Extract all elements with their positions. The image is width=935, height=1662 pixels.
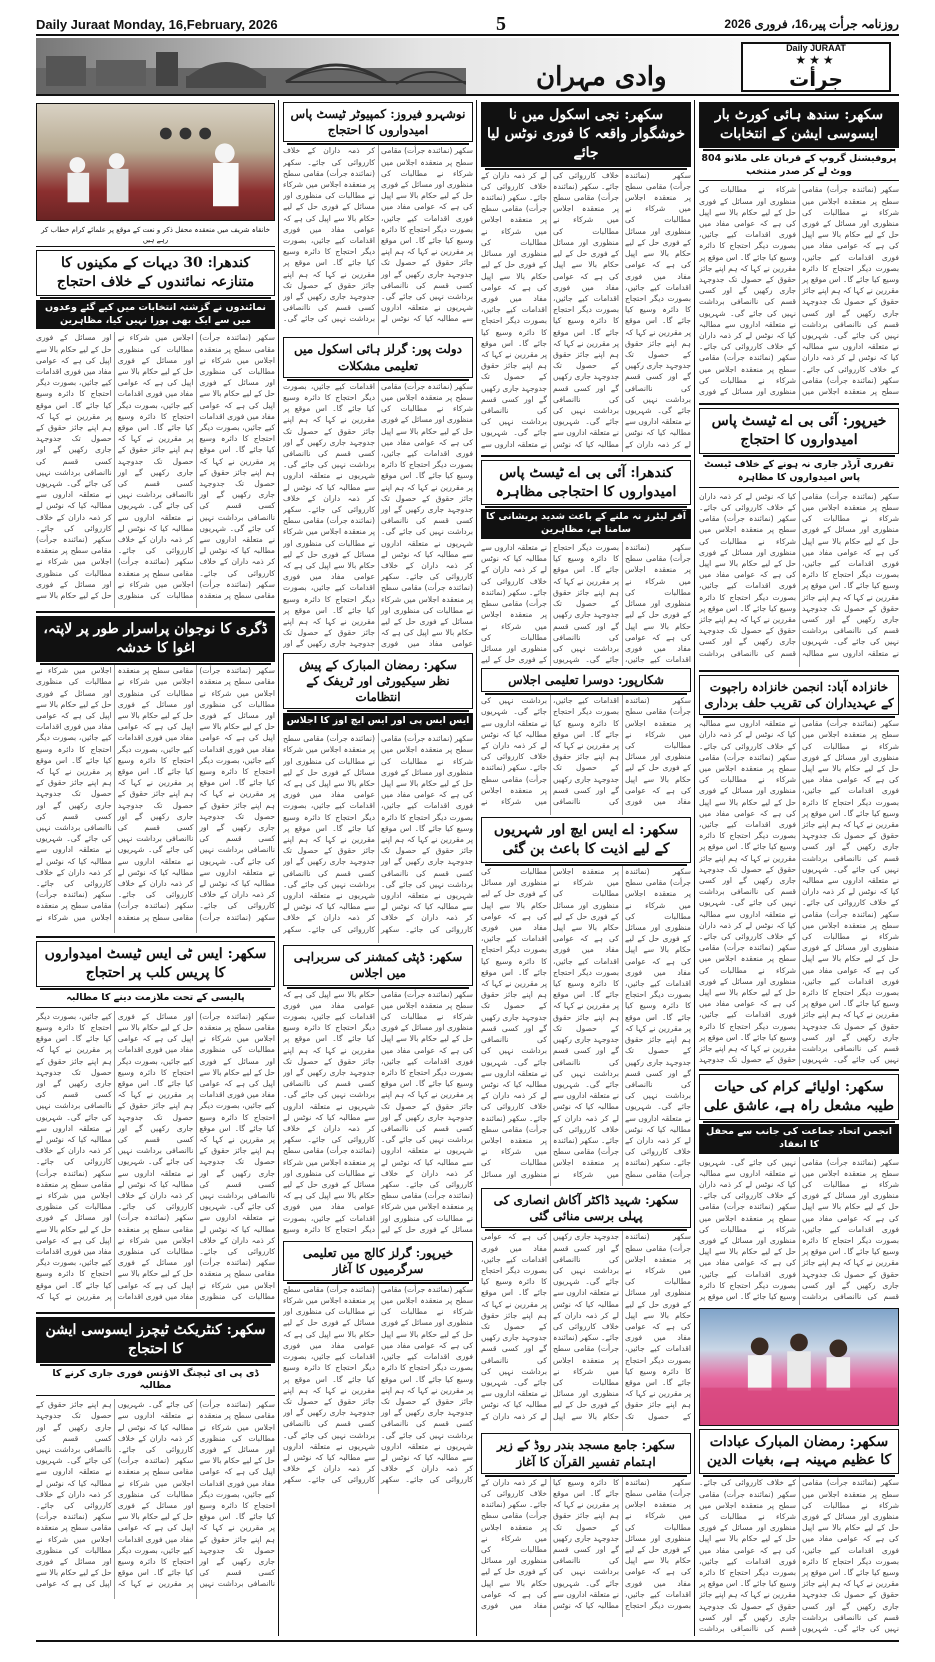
divider [481,455,691,457]
article-text: سکھر (نمائندہ جرأت) مقامی سطح پر منعقدہ اجلاس میں شرکاء نے مطالبات کی منظوری اور مسائل کے فوری حل کے لیے حکام بالا سے اپیل کی ہے کہ عوامی مفاد میں فوری اقدامات کیے جائیں، بصورت دیگر احتجاج کا دائرہ وسیع کیا جائے گا۔ اس موقع پر مقررین نے کہا کہ ہم اپنے جائز حقوق کے حصول تک جدوجہد جاری رکھیں گے اور کسی قسم کی ناانصافی برداشت نہیں کی جائے گی۔ شہریوں نے متعلقہ اداروں سے مطالبہ کیا کہ نوٹس لے کر ذمہ داران کے خلاف کارروائی کی جائے۔ سکھر (نمائندہ جرأت) مقامی سطح پر منعقدہ اجلاس میں شرکاء نے مطالبات کی منظوری اور مسائل کے فوری حل کے لیے حکام بالا سے اپیل کی ہے کہ عوامی مفاد میں فوری اقدامات کیے جائیں، بصورت دیگر احتجاج کا دائرہ وسیع کیا جائے گا۔ اس موقع پر مقررین نے کہا کہ ہم اپنے جائز حقوق کے حصول تک جدوجہد جاری رکھیں گے اور کسی قسم کی ناانصافی برداشت نہیں کی جائے گی۔ شہریوں نے متعلقہ اداروں سے مطالبہ کیا کہ نوٹس لے کر ذمہ داران کے خلاف کارروائی کی جائے۔ سکھر (نمائندہ جرأت) مقامی سطح پر منعقدہ اجلاس میں شرکاء نے مطالبات کی منظوری اور مسائل کے فوری حل کے لیے حکام بالا سے اپیل کی ہے کہ عوامی مفاد میں فوری اقدامات کیے جائیں، بصورت دیگر احتجاج کا دائرہ وسیع [283,989,473,1234]
subhead-saints: انجمن اتحاد جماعت کی جانب سے محفل کا انعقاد [699,1124,899,1154]
section-title: وادی مہران [536,62,667,92]
headline-girls-college: خیرپور: گرلز کالج میں تعلیمی سرگرمیوں کا آغاز [283,1241,473,1281]
subhead-bar-elections: پروفیشنل گروپ کے قربان علی ملانو 804 ووٹ لے کر صدر منتخب [699,152,899,182]
headline-security: سکھر: رمضان المبارک کے پیش نظر سیکیورٹی اور ٹریفک کے انتظامات [283,653,473,710]
logo-brand: Daily JURAAT [786,43,846,53]
divider [699,670,899,672]
article-text: سکھر (نمائندہ جرأت) مقامی سطح پر منعقدہ اجلاس میں شرکاء نے مطالبات کی منظوری اور مسائل کے فوری حل کے لیے حکام بالا سے اپیل کی ہے کہ عوامی مفاد میں فوری اقدامات کیے جائیں، بصورت دیگر احتجاج کا دائرہ وسیع کیا جائے گا۔ اس موقع پر مقررین نے کہا کہ ہم اپنے جائز حقوق کے حصول تک جدوجہد جاری رکھیں گے اور کسی قسم کی ناانصافی برداشت نہیں کی جائے گی۔ شہریوں نے متعلقہ اداروں سے مطالبہ کیا کہ نوٹس لے کر ذمہ داران کے خلاف کارروائی کی جائے۔ سکھر (نمائندہ جرأت) مقامی سطح پر منعقدہ اجلاس میں شرکاء نے مطالبات کی منظوری اور مسائل کے فوری حل کے لیے حکام بالا سے اپیل کی ہے کہ عوامی مفاد میں فوری اقدامات کیے جائیں، بصورت دیگر احتجاج کا دائرہ وسیع کیا جائے گا۔ اس موقع پر مقررین نے کہا کہ ہم اپنے جائز حقوق کے حصول تک جدوجہد جاری رکھیں گے اور کسی قسم کی ناانصافی برداشت نہیں کی جائے گی۔ شہریوں نے متعلقہ اداروں سے مطالبہ کیا کہ نوٹس لے کر ذمہ داران کے خلاف کارروائی کی جائے۔ سکھر (نمائندہ جرأت) مقامی سطح پر منعقدہ اجلاس میں شرکاء نے مطالبات کی منظوری اور مسائل کے فوری حل کے لیے حکام بالا سے اپیل کی ہے کہ عوامی [36,1400,275,1589]
column-4 [36,100,275,1636]
divider [36,936,275,938]
column-rule [476,100,477,1636]
subhead-ibA-protest: تقرری آرڈر جاری نہ ہونے کے خلاف ٹیسٹ پاس امیدواروں کا مظاہرہ [699,458,899,488]
headline-computer-test: نوشہرو فیروز: کمپیوٹر ٹیسٹ پاس امیدواروں کا احتجاج [283,102,473,142]
article-text: سکھر (نمائندہ جرأت) مقامی سطح پر منعقدہ اجلاس میں شرکاء نے مطالبات کی منظوری اور مسائل کے فوری حل کے لیے حکام بالا سے اپیل کی ہے کہ عوامی مفاد میں فوری اقدامات کیے جائیں، بصورت دیگر احتجاج کا دائرہ وسیع کیا جائے گا۔ اس موقع پر مقررین نے کہا کہ ہم اپنے جائز حقوق کے حصول تک جدوجہد جاری رکھیں گے اور کسی قسم کی ناانصافی برداشت نہیں کی جائے گی۔ شہریوں نے متعلقہ اداروں سے مطالبہ کیا کہ نوٹس لے کر ذمہ داران کے خلاف کارروائی کی جائے۔ سکھر (نمائندہ جرأت) مقامی سطح پر منعقدہ اجلاس میں شرکاء نے مطالبات کی منظوری اور مسائل کے فوری حل کے لیے [481,543,691,665]
juraat-logo [741,42,891,92]
subhead-kandhra-protest: آفر لیٹرز نہ ملنے کے باعث شدید پریشانی کا سامنا ہے، مظاہرین [481,509,691,539]
article-text: سکھر (نمائندہ جرأت) مقامی سطح پر منعقدہ اجلاس میں شرکاء نے مطالبات کی منظوری اور مسائل کے فوری حل کے لیے حکام بالا سے اپیل کی ہے کہ عوامی مفاد میں فوری اقدامات کیے جائیں، بصورت دیگر احتجاج کا دائرہ وسیع کیا جائے گا۔ اس موقع پر مقررین نے کہا کہ ہم اپنے جائز حقوق کے حصول تک جدوجہد جاری رکھیں گے اور کسی قسم کی ناانصافی برداشت نہیں کی جائے گی۔ شہریوں نے متعلقہ اداروں سے مطالبہ کیا کہ نوٹس لے کر ذمہ داران کے خلاف کارروائی کی جائے۔ سکھر (نمائندہ جرأت) مقامی سطح پر منعقدہ اجلاس میں شرکاء نے مطالبات کی منظوری اور مسائل کے فوری حل کے لیے حکام بالا سے اپیل کی ہے کہ عوامی مفاد میں فوری اقدامات کیے جائیں، بصورت دیگر احتجاج کا دائرہ وسیع کیا جائے گا۔ اس موقع پر مقررین نے کہا کہ ہم اپنے جائز حقوق کے حصول تک جدوجہد جاری رکھیں گے اور کسی قسم کی ناانصافی برداشت نہیں کی جائے گی۔ شہریوں نے متعلقہ اداروں سے مطالبہ کیا کہ نوٹس لے کر ذمہ داران کے خلاف کارروائی کی جائے۔ سکھر (نمائندہ جرأت) مقامی سطح پر منعقدہ اجلاس میں شرکاء نے مطالبات کی منظوری اور مسائل کے فوری حل کے لیے حکام بالا سے اپیل کی ہے کہ عوامی مفاد میں فوری اقدامات کیے جائیں، بصورت دیگر احتجاج کا دائرہ وسیع کیا جائے گا۔ اس موقع پر مقررین نے کہا کہ ہم اپنے جائز حقوق کے حصول تک جدوجہد جاری رکھیں گے اور کسی قسم کی ناانصافی برداشت نہیں کی جائے گی۔ شہریوں نے متعلقہ اداروں سے مطالبہ کیا کہ نوٹس لے کر ذمہ داران کے خلاف کارروائی کی جائے۔ سکھر (نمائندہ جرأت) مقامی سطح پر منعقدہ اجلاس میں شرکاء نے مطالبات کی منظوری اور مسائل [481,867,691,1179]
divider [699,403,899,405]
header-date-urdu: روزنامہ جرأت پیر،16، فروری 2026 [724,17,899,31]
page-number: 5 [495,12,506,35]
headline-kandhra-protest: کندھرا: آئی بی اے ٹیسٹ پاس امیدواروں کا احتجاجی مظاہرہ [481,460,691,506]
headline-meeting: شکارپور: دوسرا تعلیمی اجلاس [481,668,691,692]
article-text: سکھر (نمائندہ جرأت) مقامی سطح پر منعقدہ اجلاس میں شرکاء نے مطالبات کی منظوری اور مسائل کے فوری حل کے لیے حکام بالا سے اپیل کی ہے کہ عوامی مفاد میں فوری اقدامات کیے جائیں، بصورت دیگر احتجاج کا دائرہ وسیع کیا جائے گا۔ اس موقع پر مقررین نے کہا کہ ہم اپنے جائز حقوق کے حصول تک جدوجہد جاری رکھیں گے اور کسی قسم کی ناانصافی برداشت نہیں کی جائے گی۔ شہریوں نے متعلقہ اداروں سے مطالبہ کیا کہ نوٹس لے کر ذمہ داران کے خلاف کارروائی کی جائے۔ سکھر (نمائندہ جرأت) مقامی سطح پر منعقدہ اجلاس میں شرکاء نے [481,696,691,807]
headline-dc-meeting: سکھر: ڈپٹی کمشنر کی سربراہی میں اجلاس [283,945,473,985]
header-bar [36,14,899,36]
bottom-rule [36,1640,899,1642]
article-text: سکھر (نمائندہ جرأت) مقامی سطح پر منعقدہ اجلاس میں شرکاء نے مطالبات کی منظوری اور مسائل کے فوری حل کے لیے حکام بالا سے اپیل کی ہے کہ عوامی مفاد میں فوری اقدامات کیے جائیں، بصورت دیگر احتجاج کا دائرہ وسیع کیا جائے گا۔ اس موقع پر مقررین نے کہا کہ ہم اپنے جائز حقوق کے حصول تک جدوجہد جاری رکھیں گے اور کسی قسم کی ناانصافی برداشت نہیں کی جائے گی۔ شہریوں نے متعلقہ اداروں سے مطالبہ کیا کہ نوٹس لے کر ذمہ داران کے خلاف کارروائی کی جائے۔ سکھر (نمائندہ جرأت) مقامی سطح پر منعقدہ اجلاس میں شرکاء نے مطالبات کی منظوری اور مسائل کے فوری حل کے لیے حکام بالا سے اپیل کی ہے کہ عوامی مفاد میں فوری اقدامات کیے جائیں، بصورت دیگر احتجاج کا دائرہ وسیع کیا جائے گا۔ اس موقع پر مقررین نے کہا کہ ہم اپنے جائز حقوق کے حصول تک جدوجہد جاری رکھیں گے اور کسی قسم کی ناانصافی برداشت نہیں کی جائے گی۔ شہریوں نے متعلقہ اداروں سے مطالبہ کیا کہ نوٹس لے کر ذمہ داران کے خلاف کارروائی کی جائے۔ سکھر (نمائندہ جرأت) مقامی سطح پر منعقدہ اجلاس میں شرکاء نے مطالبات کی منظوری اور مسائل کے فوری حل کے لیے حکام بالا سے اپیل کی ہے کہ عوامی مفاد میں فوری اقدامات کیے جائیں، بصورت دیگر احتجاج کا دائرہ وسیع کیا جائے گا۔ اس موقع پر مقررین نے کہا کہ ہم اپنے جائز حقوق کے حصول تک جدوجہد جاری رکھیں گے اور [283,381,473,649]
article-text: سکھر (نمائندہ جرأت) مقامی سطح پر منعقدہ اجلاس میں شرکاء نے مطالبات کی منظوری اور مسائل کے فوری حل کے لیے حکام بالا سے اپیل کی ہے کہ عوامی مفاد میں فوری اقدامات کیے جائیں، بصورت دیگر احتجاج کا دائرہ وسیع کیا جائے گا۔ اس موقع پر مقررین نے کہا کہ ہم اپنے جائز حقوق کے حصول تک جدوجہد جاری رکھیں گے اور کسی قسم کی ناانصافی برداشت نہیں کی جائے گی۔ شہریوں نے متعلقہ اداروں سے مطالبہ کیا کہ نوٹس لے کر ذمہ داران کے خلاف کارروائی کی جائے۔ سکھر (نمائندہ جرأت) مقامی سطح پر منعقدہ اجلاس میں شرکاء نے مطالبات کی منظوری اور مسائل کے فوری حل کے لیے حکام بالا سے اپیل کی ہے کہ عوامی مفاد میں فوری [481,1477,691,1611]
divider [36,1312,275,1314]
headline-ash: سکھر: اے ایس ایچ اور شہریوں کے لیے اذیت کا باعث بن گئی [481,817,691,863]
page-body [36,100,899,1636]
subhead-sts-protest: پالیسی کے تحت ملازمت دینے کا مطالبہ [36,991,275,1008]
column-3 [283,100,473,1636]
column-1 [699,100,899,1636]
gathering-icon [37,104,274,220]
divider [699,1069,899,1071]
photo-gathering [36,103,275,221]
photo-caption: خانقاہ شریف میں منعقدہ محفل ذکر و نعت کے موقع پر علمائے کرام خطاب کر رہے ہیں [36,224,275,247]
photo-shrine [699,1308,899,1426]
headline-contract-teachers: سکھر: کنٹریکٹ ٹیچرز ایسوسی ایشن کا احتجاج [36,1317,275,1363]
headline-anniversary: سکھر: شہید ڈاکٹر آکاش انصاری کی پہلی برسی منائی گئی [481,1188,691,1228]
headline-ibA-protest: خیرپور: آئی بی اے ٹیسٹ پاس امیدواروں کا احتجاج [699,408,899,454]
article-text: سکھر (نمائندہ جرأت) مقامی سطح پر منعقدہ اجلاس میں شرکاء نے مطالبات کی منظوری اور مسائل کے فوری حل کے لیے حکام بالا سے اپیل کی ہے کہ عوامی مفاد میں فوری اقدامات کیے جائیں، بصورت دیگر احتجاج کا دائرہ وسیع کیا جائے گا۔ اس موقع پر مقررین نے کہا کہ ہم اپنے جائز حقوق کے حصول تک جدوجہد جاری رکھیں گے اور کسی قسم کی ناانصافی برداشت نہیں کی جائے گی۔ شہریوں کے خلاف کارروائی کی جائے۔ سکھر (نمائندہ جرأت) مقامی سطح پر منعقدہ اجلاس میں شرکاء نے مطالبات کی منظوری اور مسائل کے فوری حل کے لیے حکام بالا سے اپیل کی ہے کہ عوامی مفاد میں فوری اقدامات کیے جائیں، بصورت دیگر احتجاج کا دائرہ وسیع کیا جائے گا۔ اس موقع پر مقررین نے کہا کہ ہم اپنے جائز حقوق کے حصول تک جدوجہد جاری رکھیں گے اور کسی قسم کی ناانصافی برداشت [699,1478,899,1634]
article-text: سکھر (نمائندہ جرأت) مقامی سطح پر منعقدہ اجلاس میں شرکاء نے مطالبات کی منظوری اور مسائل کے فوری حل کے لیے حکام بالا سے اپیل کی ہے کہ عوامی مفاد میں فوری اقدامات کیے جائیں، بصورت دیگر احتجاج کا دائرہ وسیع کیا جائے گا۔ اس موقع پر مقررین نے کہا کہ ہم اپنے جائز حقوق کے حصول تک جدوجہد جاری رکھیں گے اور کسی قسم کی ناانصافی برداشت نہیں کی جائے گی۔ شہریوں نے متعلقہ اداروں سے مطالبہ کیا کہ نوٹس لے کر ذمہ داران کے خلاف کارروائی کی جائے۔ سکھر (نمائندہ جرأت) مقامی سطح پر منعقدہ اجلاس میں شرکاء نے مطالبات کی منظوری اور مسائل کے فوری حل کے لیے حکام بالا سے اپیل کی ہے کہ عوامی مفاد میں فوری اقدامات کیے جائیں، بصورت دیگر احتجاج کا دائرہ وسیع کیا جائے گا۔ اس موقع پر مقررین نے کہا کہ ہم اپنے جائز حقوق کے حصول تک جدوجہد جاری رکھیں گے اور کسی قسم کی ناانصافی برداشت نہیں کی جائے گی۔ شہریوں نے متعلقہ اداروں سے مطالبہ کیا کہ نوٹس لے کر ذمہ داران کے خلاف کارروائی کی جائے۔ سکھر (نمائندہ جرأت) مقامی سطح پر منعقدہ اجلاس میں شرکاء نے مطالبات کی منظوری اور مسائل کے فوری حل کے لیے حکام بالا سے اپیل کی ہے کہ عوامی مفاد میں فوری اقدامات کیے جائیں، بصورت دیگر احتجاج کا دائرہ وسیع کیا جائے گا۔ اس موقع پر مقررین نے کہا کہ ہم اپنے جائز حقوق کے حصول تک جدوجہد جاری رکھیں گے اور کسی قسم کی ناانصافی برداشت نہیں کی جائے گی۔ شہریوں نے متعلقہ اداروں سے مطالبہ کیا کہ نوٹس لے کر ذمہ داران کے خلاف کارروائی کی جائے۔ سکھر (نمائندہ جرأت) مقامی سطح پر منعقدہ اجلاس میں شرکاء نے [36,666,275,922]
skyline-illustration-icon [36,38,466,96]
column-2 [481,100,691,1636]
people-at-shrine-icon [700,1309,898,1425]
headline-oath-ceremony: خانزادہ آباد: انجمن خانزادہ راجپوت کے عہدیداران کی تقریب حلف برداری [699,675,899,715]
column-rule [694,100,695,1636]
column-rule [278,100,279,1636]
subhead-30-villages: نمائندوں نے گزشتہ انتخابات میں کیے گئے وعدوں میں سے ایک بھی پورا نہیں کیا، مظاہرین [36,300,275,330]
article-text: سکھر (نمائندہ جرأت) مقامی سطح پر منعقدہ اجلاس میں شرکاء نے مطالبات کی منظوری اور مسائل کے فوری حل کے لیے حکام بالا سے اپیل کی ہے کہ عوامی مفاد میں فوری اقدامات کیے جائیں، بصورت دیگر احتجاج کا دائرہ وسیع کیا جائے گا۔ اس موقع پر مقررین نے کہا کہ ہم اپنے جائز حقوق کے حصول تک جدوجہد جاری رکھیں گے اور کسی قسم کی ناانصافی برداشت نہیں کی جائے گی۔ شہریوں نے متعلقہ اداروں سے مطالبہ کیا کہ نوٹس لے کر ذمہ داران کے خلاف کارروائی کی جائے۔ سکھر (نمائندہ جرأت) مقامی سطح پر منعقدہ اجلاس میں شرکاء نے مطالبات کی منظوری اور مسائل کے فوری حل کے لیے حکام بالا سے اپیل کی ہے کہ عوامی مفاد میں فوری اقدامات کیے جائیں، بصورت دیگر احتجاج کا دائرہ وسیع کیا جائے گا۔ اس موقع پر مقررین نے کہا کہ ہم اپنے جائز حقوق کے حصول تک جدوجہد جاری رکھیں گے اور کسی قسم کی ناانصافی برداشت [699,491,899,658]
article-text: سکھر (نمائندہ جرأت) مقامی سطح پر منعقدہ اجلاس میں شرکاء نے مطالبات کی منظوری اور مسائل کے فوری حل کے لیے حکام بالا سے اپیل کی ہے کہ عوامی مفاد میں فوری اقدامات کیے جائیں، بصورت دیگر احتجاج کا دائرہ وسیع کیا جائے گا۔ اس موقع پر مقررین نے کہا کہ ہم اپنے جائز حقوق کے حصول تک جدوجہد جاری رکھیں گے اور کسی قسم کی ناانصافی برداشت نہیں کی جائے گی۔ شہریوں نے متعلقہ اداروں سے مطالبہ کیا کہ نوٹس لے کر ذمہ داران کے خلاف کارروائی کی جائے۔ سکھر (نمائندہ جرأت) مقامی سطح پر منعقدہ اجلاس میں شرکاء نے مطالبات کی منظوری اور مسائل کے فوری حل کے لیے حکام بالا سے اپیل کی ہے کہ عوامی مفاد میں فوری اقدامات کیے جائیں، بصورت دیگر احتجاج کا دائرہ وسیع کیا جائے گا۔ اس موقع پر مقررین نے کہا کہ ہم اپنے جائز حقوق کے حصول تک جدوجہد جاری رکھیں گے اور کسی قسم کی ناانصافی برداشت نہیں کی جائے گی۔ شہریوں نے متعلقہ اداروں سے مطالبہ کیا کہ نوٹس لے کر ذمہ داران کے خلاف کارروائی کی جائے۔ سکھر (نمائندہ جرأت) مقامی سطح پر منعقدہ اجلاس میں شرکاء نے مطالبات کی منظوری اور مسائل کے فوری حل کے لیے حکام بالا سے اپیل کی ہے کہ عوامی مفاد میں فوری اقدامات کیے جائیں، بصورت دیگر احتجاج کا دائرہ وسیع کیا جائے گا۔ اس موقع پر مقررین نے کہا کہ ہم اپنے جائز حقوق کے حصول تک جدوجہد جاری رکھیں گے اور کسی قسم کی ناانصافی برداشت نہیں کی جائے گی۔ شہریوں نے متعلقہ اداروں سے مطالبہ کیا کہ نوٹس لے کر ذمہ داران کے خلاف کارروائی کی جائے۔ سکھر (نمائندہ جرأت) مقامی سطح پر منعقدہ اجلاس میں شرکاء نے مطالبات کی منظوری اور مسائل کے فوری حل کے لیے حکام بالا سے اپیل کی ہے کہ عوامی مفاد میں فوری اقدامات کیے جائیں، بصورت دیگر احتجاج کا دائرہ وسیع کیا جائے گا۔ اس موقع پر مقررین نے کہا کہ [36,1011,275,1301]
headline-30-villages: کندھرا: 30 دیہات کے مکینوں کا متنازعہ نمائندوں کے خلاف احتجاج [36,250,275,296]
article-text: سکھر (نمائندہ جرأت) مقامی سطح پر منعقدہ اجلاس میں شرکاء نے مطالبات کی منظوری اور مسائل کے فوری حل کے لیے حکام بالا سے اپیل کی ہے کہ عوامی مفاد میں فوری اقدامات کیے جائیں، بصورت دیگر احتجاج کا دائرہ وسیع کیا جائے گا۔ اس موقع پر مقررین نے کہا کہ ہم اپنے جائز حقوق کے حصول تک جدوجہد جاری رکھیں گے اور کسی قسم کی ناانصافی برداشت نہیں کی جائے گی۔ شہریوں نے متعلقہ اداروں سے مطالبہ کیا کہ نوٹس لے کر ذمہ داران کے خلاف کارروائی کی جائے۔ سکھر (نمائندہ جرأت) مقامی سطح پر منعقدہ اجلاس میں شرکاء نے مطالبات کی منظوری اور مسائل کے فوری حل کے لیے حکام بالا سے اپیل کی ہے کہ عوامی مفاد میں فوری اقدامات کیے جائیں، بصورت دیگر احتجاج کا دائرہ وسیع کیا جائے گا۔ اس موقع پر مقررین نے کہا کہ ہم اپنے جائز حقوق کے حصول تک جدوجہد جاری رکھیں گے اور کسی قسم کی ناانصافی برداشت نہیں کی جائے گی۔ شہریوں نے متعلقہ اداروں سے مطالبہ کیا کہ نوٹس لے کر ذمہ داران کے خلاف کارروائی کی جائے۔ سکھر [283,734,473,934]
headline-tafseer: سکھر: جامع مسجد بندر روڈ کے زیر اہتمام تفسیر القرآن کا آغاز [481,1433,691,1473]
divider [36,611,275,613]
article-text: سکھر (نمائندہ جرأت) مقامی سطح پر منعقدہ اجلاس میں شرکاء نے مطالبات کی منظوری اور مسائل کے فوری حل کے لیے حکام بالا سے اپیل کی ہے کہ عوامی مفاد میں فوری اقدامات کیے جائیں، بصورت دیگر احتجاج کا دائرہ وسیع کیا جائے گا۔ اس موقع پر مقررین نے کہا کہ ہم اپنے جائز حقوق کے حصول تک جدوجہد جاری رکھیں گے اور کسی قسم کی ناانصافی برداشت نہیں کی جائے گی۔ شہریوں نے متعلقہ اداروں سے مطالبہ کیا کہ نوٹس لے کر ذمہ داران کے خلاف کارروائی کی جائے۔ سکھر (نمائندہ جرأت) مقامی سطح پر منعقدہ اجلاس میں شرکاء نے مطالبات کی منظوری اور مسائل کے فوری حل کے لیے حکام بالا سے اپیل کی ہے کہ عوامی مفاد میں فوری اقدامات کیے جائیں، بصورت دیگر احتجاج کا دائرہ وسیع کیا جائے گا۔ اس موقع پر مقررین نے کہا کہ ہم اپنے جائز حقوق کے حصول تک جدوجہد جاری رکھیں گے اور کسی قسم کی ناانصافی برداشت نہیں کی جائے گی۔ [283,146,473,324]
headline-girls-school: دولت پور: گرلز ہائی اسکول میں تعلیمی مشکلات [283,337,473,377]
headline-ramadan: سکھر: رمضان المبارک عبادات کا عظیم مہینہ ہے، بغیات الدین [699,1429,899,1475]
headline-sts-protest: سکھر: ایس ٹی ایس ٹیسٹ امیدواروں کا پریس کلب پر احتجاج [36,941,275,987]
article-text: سکھر (نمائندہ جرأت) مقامی سطح پر منعقدہ اجلاس میں شرکاء نے مطالبات کی منظوری اور مسائل کے فوری حل کے لیے حکام بالا سے اپیل کی ہے کہ عوامی مفاد میں فوری اقدامات کیے جائیں، بصورت دیگر احتجاج کا دائرہ وسیع کیا جائے گا۔ اس موقع پر مقررین نے کہا کہ ہم اپنے جائز حقوق کے حصول تک جدوجہد جاری رکھیں گے اور کسی قسم کی ناانصافی برداشت نہیں کی جائے گی۔ شہریوں نے متعلقہ اداروں سے مطالبہ کیا کہ نوٹس لے کر ذمہ داران کے خلاف کارروائی کی جائے۔ سکھر (نمائندہ جرأت) مقامی سطح پر منعقدہ اجلاس میں شرکاء نے مطالبات کی منظوری اور مسائل کے فوری حل کے لیے حکام بالا سے اپیل کی ہے کہ عوامی مفاد میں فوری اقدامات کیے جائیں، بصورت دیگر احتجاج کا دائرہ وسیع کیا جائے گا۔ اس موقع پر مقررین نے کہا کہ ہم اپنے جائز حقوق کے حصول تک جدوجہد جاری رکھیں گے اور کسی قسم کی ناانصافی برداشت نہیں کی جائے گی۔ شہریوں نے متعلقہ اداروں سے مطالبہ کیا کہ نوٹس لے کر ذمہ داران کے خلاف کارروائی کی جائے۔ سکھر [283,1284,473,1485]
subhead-contract-teachers: ڈی پی ای ٹیچنگ الاؤنس فوری جاری کرنے کا مطالبہ [36,1367,275,1397]
headline-school-incident: سکھر: نجی اسکول میں نا خوشگوار واقعہ کا فوری نوٹس لیا جائے [481,102,691,167]
article-text: سکھر (نمائندہ جرأت) مقامی سطح پر منعقدہ اجلاس میں شرکاء نے مطالبات کی منظوری اور مسائل کے فوری حل کے لیے حکام بالا سے اپیل کی ہے کہ عوامی مفاد میں فوری اقدامات کیے جائیں، بصورت دیگر احتجاج کا دائرہ وسیع کیا جائے گا۔ اس موقع پر مقررین نے کہا کہ ہم اپنے جائز حقوق کے حصول تک جدوجہد جاری رکھیں گے اور کسی قسم کی ناانصافی برداشت نہیں کی جائے گی۔ شہریوں نے متعلقہ اداروں سے مطالبہ کیا کہ نوٹس لے کر ذمہ داران کے خلاف کارروائی کی جائے۔ سکھر (نمائندہ جرأت) مقامی سطح پر منعقدہ اجلاس میں شرکاء نے مطالبات کی منظوری اور مسائل کے فوری حل کے لیے حکام بالا سے اپیل کی ہے کہ عوامی مفاد میں فوری اقدامات کیے جائیں، بصورت دیگر احتجاج کا دائرہ وسیع کیا جائے گا۔ اس موقع پر مقررین نے کہا کہ ہم اپنے جائز حقوق کے حصول تک جدوجہد جاری رکھیں گے اور کسی قسم کی ناانصافی برداشت نہیں کی جائے گی۔ شہریوں نے متعلقہ اداروں سے مطالبہ کیا کہ نوٹس لے کر ذمہ داران کے خلاف کارروائی کی جائے۔ سکھر (نمائندہ جرأت) مقامی سطح پر منعقدہ اجلاس میں شرکاء نے مطالبات کی منظوری اور مسائل کے فوری حل کے لیے حکام بالا سے اپیل کی ہے کہ عوامی مفاد میں فوری اقدامات کیے جائیں، بصورت دیگر احتجاج کا دائرہ وسیع کیا جائے گا۔ اس موقع پر مقررین نے کہا کہ ہم اپنے جائز حقوق کے حصول تک جدوجہد جاری رکھیں گے اور کسی قسم کی ناانصافی برداشت نہیں کی جائے گی۔ شہریوں نے متعلقہ اداروں سے مطالبہ کیا کہ نوٹس لے کر ذمہ داران کے خلاف کارروائی کی جائے۔ سکھر (نمائندہ جرأت) مقامی سطح پر منعقدہ اجلاس میں شرکاء نے مطالبات کی منظوری اور مسائل کے فوری حل کے لیے حکام بالا سے اپیل کی ہے کہ عوامی مفاد میں فوری اقدامات کیے جائیں، بصورت دیگر احتجاج کا دائرہ وسیع کیا جائے گا۔ اس موقع پر مقررین نے کہا کہ ہم اپنے جائز حقوق کے حصول تک جدوجہد [699,719,899,1065]
header-date-english: Daily Juraat Monday, 16,February, 2026 [36,16,278,32]
masthead [36,38,899,96]
article-text: سکھر (نمائندہ جرأت) مقامی سطح پر منعقدہ اجلاس میں شرکاء نے مطالبات کی منظوری اور مسائل کے فوری حل کے لیے حکام بالا سے اپیل کی ہے کہ عوامی مفاد میں فوری اقدامات کیے جائیں، بصورت دیگر احتجاج کا دائرہ وسیع کیا جائے گا۔ اس موقع پر مقررین نے کہا کہ ہم اپنے جائز حقوق کے حصول تک جدوجہد جاری رکھیں گے اور کسی قسم کی ناانصافی برداشت نہیں کی جائے گی۔ شہریوں نے متعلقہ اداروں سے مطالبہ کیا کہ نوٹس لے کر ذمہ داران کے خلاف کارروائی کی جائے۔ سکھر (نمائندہ جرأت) مقامی سطح پر منعقدہ اجلاس میں شرکاء نے مطالبات کی منظوری اور مسائل کے فوری حل کے لیے حکام بالا سے اپیل کی ہے کہ عوامی مفاد میں فوری اقدامات کیے جائیں، بصورت دیگر احتجاج کا دائرہ وسیع کیا جائے گا۔ اس موقع پر مقررین نے کہا کہ ہم اپنے جائز حقوق کے حصول تک جدوجہد جاری رکھیں گے اور کسی قسم کی ناانصافی برداشت نہیں کی جائے گی۔ شہریوں نے متعلقہ اداروں سے مطالبہ کیا کہ نوٹس لے کر ذمہ داران کے خلاف کارروائی کی جائے۔ سکھر (نمائندہ جرأت) مقامی سطح پر منعقدہ اجلاس میں شرکاء نے مطالبات کی منظوری اور مسائل کے فوری حل کے لیے حکام بالا سے اپیل کی ہے کہ عوامی مفاد میں فوری اقدامات کیے جائیں، بصورت دیگر احتجاج کا دائرہ وسیع کیا جائے گا۔ اس موقع پر مقررین نے کہا کہ ہم اپنے جائز حقوق کے حصول تک جدوجہد جاری رکھیں گے اور کسی قسم کی ناانصافی برداشت نہیں کی جائے گی۔ شہریوں نے متعلقہ اداروں سے مطالبہ کیا کہ نوٹس لے کر ذمہ داران کے خلاف کارروائی کی جائے۔ سکھر (نمائندہ جرأت) مقامی سطح پر منعقدہ اجلاس میں شرکاء نے مطالبات کی منظوری اور مسائل کے فوری حل کے لیے حکام بالا سے [36,333,275,601]
headline-missing-youth: ڈگری کا نوجوان پراسرار طور پر لاپتہ، اغوا کا خدشہ [36,616,275,662]
article-text: سکھر (نمائندہ جرأت) مقامی سطح پر منعقدہ اجلاس میں شرکاء نے مطالبات کی منظوری اور مسائل کے فوری حل کے لیے حکام بالا سے اپیل کی ہے کہ عوامی مفاد میں فوری اقدامات کیے جائیں، بصورت دیگر احتجاج کا دائرہ وسیع کیا جائے گا۔ اس موقع پر مقررین نے کہا کہ ہم اپنے جائز حقوق کے حصول تک جدوجہد جاری رکھیں گے اور کسی قسم کی ناانصافی برداشت نہیں کی جائے گی۔ شہریوں نے متعلقہ اداروں سے مطالبہ کیا کہ نوٹس لے کر ذمہ داران کے خلاف کارروائی کی جائے۔ سکھر (نمائندہ جرأت) مقامی سطح پر منعقدہ اجلاس میں شرکاء نے مطالبات کی منظوری اور مسائل کے فوری حل کے لیے حکام بالا سے اپیل کی ہے کہ عوامی مفاد میں فوری اقدامات کیے جائیں، بصورت دیگر احتجاج کا دائرہ وسیع کیا جائے گا۔ اس موقع پر [699,1157,899,1302]
headline-saints: سکھر: اولیائے کرام کی حیات طیبہ مشعل راہ ہے، عاشق علی [699,1074,899,1120]
article-text: سکھر (نمائندہ جرأت) مقامی سطح پر منعقدہ اجلاس میں شرکاء نے مطالبات کی منظوری اور مسائل کے فوری حل کے لیے حکام بالا سے اپیل کی ہے کہ عوامی مفاد میں فوری اقدامات کیے جائیں، بصورت دیگر احتجاج کا دائرہ وسیع کیا جائے گا۔ اس موقع پر مقررین نے کہا کہ ہم اپنے جائز حقوق کے حصول تک جدوجہد جاری رکھیں گے اور کسی قسم کی ناانصافی برداشت نہیں کی جائے گی۔ شہریوں نے متعلقہ اداروں سے مطالبہ کیا کہ نوٹس لے کر ذمہ داران کے خلاف کارروائی کی جائے۔ سکھر (نمائندہ جرأت) مقامی سطح پر منعقدہ اجلاس میں شرکاء نے مطالبات کی منظوری اور مسائل کے فوری حل کے لیے حکام بالا سے اپیل کی ہے کہ عوامی مفاد میں فوری اقدامات کیے جائیں، بصورت دیگر احتجاج کا دائرہ وسیع کیا جائے گا۔ اس موقع پر مقررین نے کہا کہ ہم اپنے جائز حقوق کے حصول تک جدوجہد جاری رکھیں گے اور کسی قسم کی ناانصافی برداشت نہیں کی جائے گی۔ شہریوں نے متعلقہ اداروں سے مطالبہ کیا کہ نوٹس لے کر ذمہ داران کے [481,1232,691,1421]
headline-bar-elections: سکھر: سندھ ہائی کورٹ بار ایسوسی ایشن کے انتخابات [699,102,899,148]
article-text: سکھر (نمائندہ جرأت) مقامی سطح پر منعقدہ اجلاس میں شرکاء نے مطالبات کی منظوری اور مسائل کے فوری حل کے لیے حکام بالا سے اپیل کی ہے کہ عوامی مفاد میں فوری اقدامات کیے جائیں، بصورت دیگر احتجاج کا دائرہ وسیع کیا جائے گا۔ اس موقع پر مقررین نے کہا کہ ہم اپنے جائز حقوق کے حصول تک جدوجہد جاری رکھیں گے اور کسی قسم کی ناانصافی برداشت نہیں کی جائے گی۔ شہریوں نے متعلقہ اداروں سے مطالبہ کیا کہ نوٹس لے کر ذمہ داران کے خلاف کارروائی کی جائے۔ سکھر (نمائندہ جرأت) مقامی سطح پر منعقدہ اجلاس میں شرکاء نے مطالبات کی منظوری اور مسائل کے فوری حل کے لیے حکام بالا سے اپیل کی ہے کہ عوامی مفاد میں فوری اقدامات کیے جائیں، بصورت دیگر احتجاج کا دائرہ وسیع کیا جائے گا۔ اس موقع پر مقررین نے کہا کہ ہم اپنے جائز حقوق کے حصول تک جدوجہد جاری رکھیں گے اور کسی قسم کی ناانصافی برداشت نہیں کی جائے گی۔ شہریوں نے متعلقہ اداروں سے مطالبہ کیا کہ نوٹس لے کر ذمہ داران کے خلاف کارروائی کی جائے۔ سکھر (نمائندہ جرأت) مقامی سطح پر منعقدہ اجلاس میں شرکاء نے مطالبات کی منظوری اور مسائل کے فوری [699,185,899,397]
article-text: سکھر (نمائندہ جرأت) مقامی سطح پر منعقدہ اجلاس میں شرکاء نے مطالبات کی منظوری اور مسائل کے فوری حل کے لیے حکام بالا سے اپیل کی ہے کہ عوامی مفاد میں فوری اقدامات کیے جائیں، بصورت دیگر احتجاج کا دائرہ وسیع کیا جائے گا۔ اس موقع پر مقررین نے کہا کہ ہم اپنے جائز حقوق کے حصول تک جدوجہد جاری رکھیں گے اور کسی قسم کی ناانصافی برداشت نہیں کی جائے گی۔ شہریوں نے متعلقہ اداروں سے مطالبہ کیا کہ نوٹس لے کر ذمہ داران کے خلاف کارروائی کی جائے۔ سکھر (نمائندہ جرأت) مقامی سطح پر منعقدہ اجلاس میں شرکاء نے مطالبات کی منظوری اور مسائل کے فوری حل کے لیے حکام بالا سے اپیل کی ہے کہ عوامی مفاد میں فوری اقدامات کیے جائیں، بصورت دیگر احتجاج کا دائرہ وسیع کیا جائے گا۔ اس موقع پر مقررین نے کہا کہ ہم اپنے جائز حقوق کے حصول تک جدوجہد جاری رکھیں گے اور کسی قسم کی ناانصافی برداشت نہیں کی جائے گی۔ شہریوں نے متعلقہ اداروں سے مطالبہ کیا کہ نوٹس لے کر ذمہ داران کے خلاف کارروائی کی جائے۔ سکھر (نمائندہ جرأت) مقامی سطح پر منعقدہ اجلاس میں شرکاء نے مطالبات کی منظوری اور مسائل کے فوری حل کے لیے حکام بالا سے اپیل کی ہے کہ عوامی مفاد میں فوری اقدامات کیے جائیں، بصورت دیگر احتجاج کا دائرہ وسیع کیا جائے گا۔ اس موقع پر مقررین نے کہا کہ ہم اپنے جائز حقوق کے حصول تک جدوجہد جاری رکھیں گے اور کسی قسم کی ناانصافی برداشت نہیں کی جائے گی۔ شہریوں نے متعلقہ اداروں سے [481,170,691,449]
subhead-security: ایس ایس پی اور ایس ایچ اوز کا اجلاس [283,713,473,730]
logo-urdu: جرأت [789,67,843,91]
logo-stars-icon: ★★★ [795,53,837,67]
